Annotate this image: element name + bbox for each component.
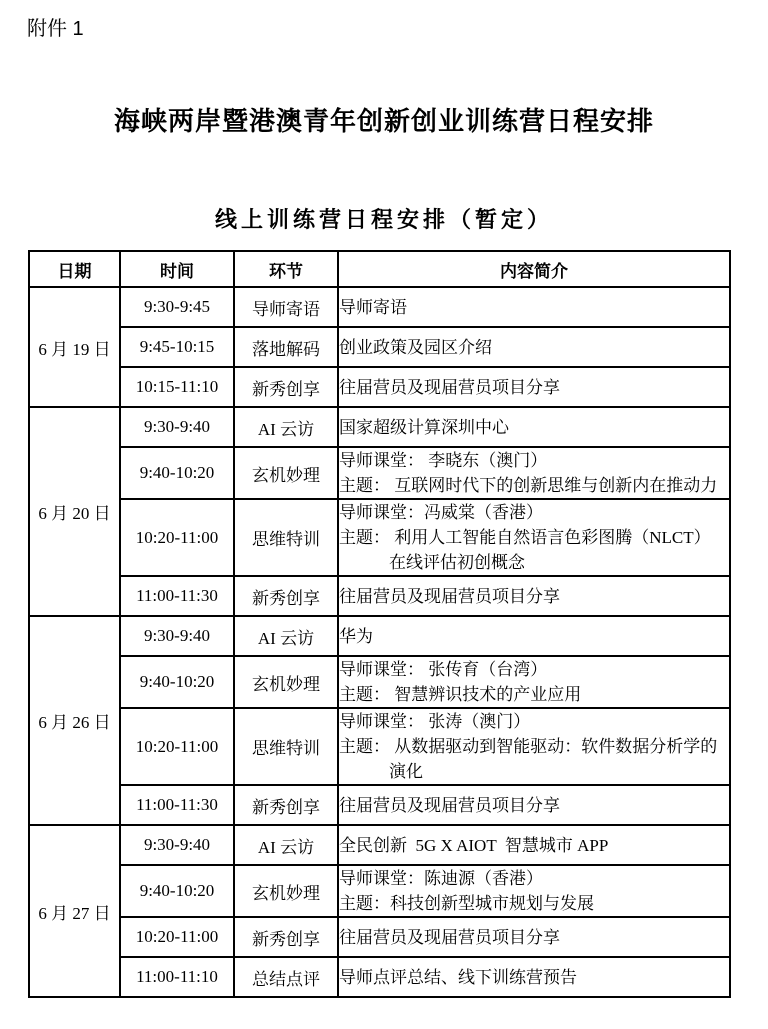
content-line: 主题： 从数据驱动到智能驱动：软件数据分析学的 <box>339 737 718 756</box>
session-cell: 新秀创享 <box>234 367 338 407</box>
table-header-row <box>29 251 730 287</box>
content-line: 导师课堂：冯威棠（香港） <box>339 503 543 522</box>
content-line: 往届营员及现届营员项目分享 <box>339 927 560 947</box>
content-line: 国家超级计算深圳中心 <box>339 417 509 437</box>
content-line: 导师课堂： 张传育（台湾） <box>339 660 548 679</box>
time-cell: 10:20-11:00 <box>120 708 234 785</box>
content-cell <box>338 656 730 708</box>
table-row <box>29 957 730 997</box>
table-row <box>29 785 730 825</box>
table-row <box>29 616 730 656</box>
content-line: 在线评估初创概念 <box>389 553 525 572</box>
session-cell: 思维特训 <box>234 499 338 576</box>
table-row <box>29 917 730 957</box>
content-cell <box>338 957 730 997</box>
column-header: 内容简介 <box>338 251 730 287</box>
content-line: 主题： 智慧辨识技术的产业应用 <box>339 685 582 704</box>
date-cell: 6 月 26 日 <box>29 616 120 825</box>
content-line: 主题：科技创新型城市规划与发展 <box>339 894 594 913</box>
page-title: 海峡两岸暨港澳青年创新创业训练营日程安排 <box>113 107 654 136</box>
time-cell: 9:40-10:20 <box>120 447 234 499</box>
content-cell <box>338 785 730 825</box>
time-cell: 9:30-9:40 <box>120 825 234 865</box>
table-body <box>29 287 730 997</box>
session-cell: 新秀创享 <box>234 785 338 825</box>
time-cell: 10:15-11:10 <box>120 367 234 407</box>
session-cell: 总结点评 <box>234 957 338 997</box>
content-line: 导师课堂： 李晓东（澳门） <box>339 451 548 470</box>
content-line: 往届营员及现届营员项目分享 <box>339 377 560 397</box>
content-line: 全民创新 5G X AIOT 智慧城市 APP <box>339 835 609 855</box>
column-header: 时间 <box>120 251 234 287</box>
content-line: 主题： 利用人工智能自然语言色彩图腾（NLCT） <box>339 528 711 547</box>
content-cell <box>338 865 730 917</box>
table-row <box>29 865 730 917</box>
content-line: 导师课堂： 张涛（澳门） <box>339 712 531 731</box>
session-cell: AI 云访 <box>234 407 338 447</box>
table-row <box>29 825 730 865</box>
content-cell <box>338 447 730 499</box>
content-cell <box>338 825 730 865</box>
session-cell: AI 云访 <box>234 616 338 656</box>
date-cell: 6 月 20 日 <box>29 407 120 616</box>
session-cell: 思维特训 <box>234 708 338 785</box>
content-cell <box>338 576 730 616</box>
time-cell: 9:40-10:20 <box>120 865 234 917</box>
date-cell: 6 月 27 日 <box>29 825 120 997</box>
content-cell <box>338 367 730 407</box>
time-cell: 9:30-9:40 <box>120 616 234 656</box>
attachment-label: 附件 1 <box>27 18 84 40</box>
session-cell: 新秀创享 <box>234 917 338 957</box>
content-line: 主题： 互联网时代下的创新思维与创新内在推动力 <box>339 476 718 495</box>
session-cell: 玄机妙理 <box>234 656 338 708</box>
table-row <box>29 447 730 499</box>
content-cell <box>338 708 730 785</box>
column-header: 环节 <box>234 251 338 287</box>
content-line: 创业政策及园区介绍 <box>339 337 492 357</box>
content-line: 华为 <box>339 626 373 646</box>
session-cell: 玄机妙理 <box>234 865 338 917</box>
time-cell: 10:20-11:00 <box>120 917 234 957</box>
content-cell <box>338 327 730 367</box>
session-cell: AI 云访 <box>234 825 338 865</box>
session-cell: 玄机妙理 <box>234 447 338 499</box>
table-row <box>29 708 730 785</box>
session-cell: 落地解码 <box>234 327 338 367</box>
schedule-table <box>28 250 731 998</box>
content-cell <box>338 499 730 576</box>
time-cell: 9:30-9:45 <box>120 287 234 327</box>
time-cell: 9:40-10:20 <box>120 656 234 708</box>
column-header: 日期 <box>29 251 120 287</box>
session-cell: 新秀创享 <box>234 576 338 616</box>
content-line: 往届营员及现届营员项目分享 <box>339 795 560 815</box>
table-row <box>29 656 730 708</box>
content-line: 往届营员及现届营员项目分享 <box>339 586 560 606</box>
time-cell: 9:30-9:40 <box>120 407 234 447</box>
table-row <box>29 367 730 407</box>
time-cell: 11:00-11:30 <box>120 576 234 616</box>
table-row <box>29 576 730 616</box>
table-row <box>29 327 730 367</box>
time-cell: 10:20-11:00 <box>120 499 234 576</box>
session-cell: 导师寄语 <box>234 287 338 327</box>
time-cell: 9:45-10:15 <box>120 327 234 367</box>
time-cell: 11:00-11:10 <box>120 957 234 997</box>
content-line: 导师课堂：陈迪源（香港） <box>339 869 543 888</box>
content-cell <box>338 287 730 327</box>
content-cell <box>338 616 730 656</box>
date-cell: 6 月 19 日 <box>29 287 120 407</box>
table-title: 线上训练营日程安排（暂定） <box>214 207 553 232</box>
table-row <box>29 407 730 447</box>
time-cell: 11:00-11:30 <box>120 785 234 825</box>
content-line: 导师寄语 <box>339 297 407 317</box>
content-line: 演化 <box>389 762 423 781</box>
table-row <box>29 499 730 576</box>
content-cell <box>338 917 730 957</box>
table-row <box>29 287 730 327</box>
content-line: 导师点评总结、线下训练营预告 <box>339 967 577 987</box>
content-cell <box>338 407 730 447</box>
